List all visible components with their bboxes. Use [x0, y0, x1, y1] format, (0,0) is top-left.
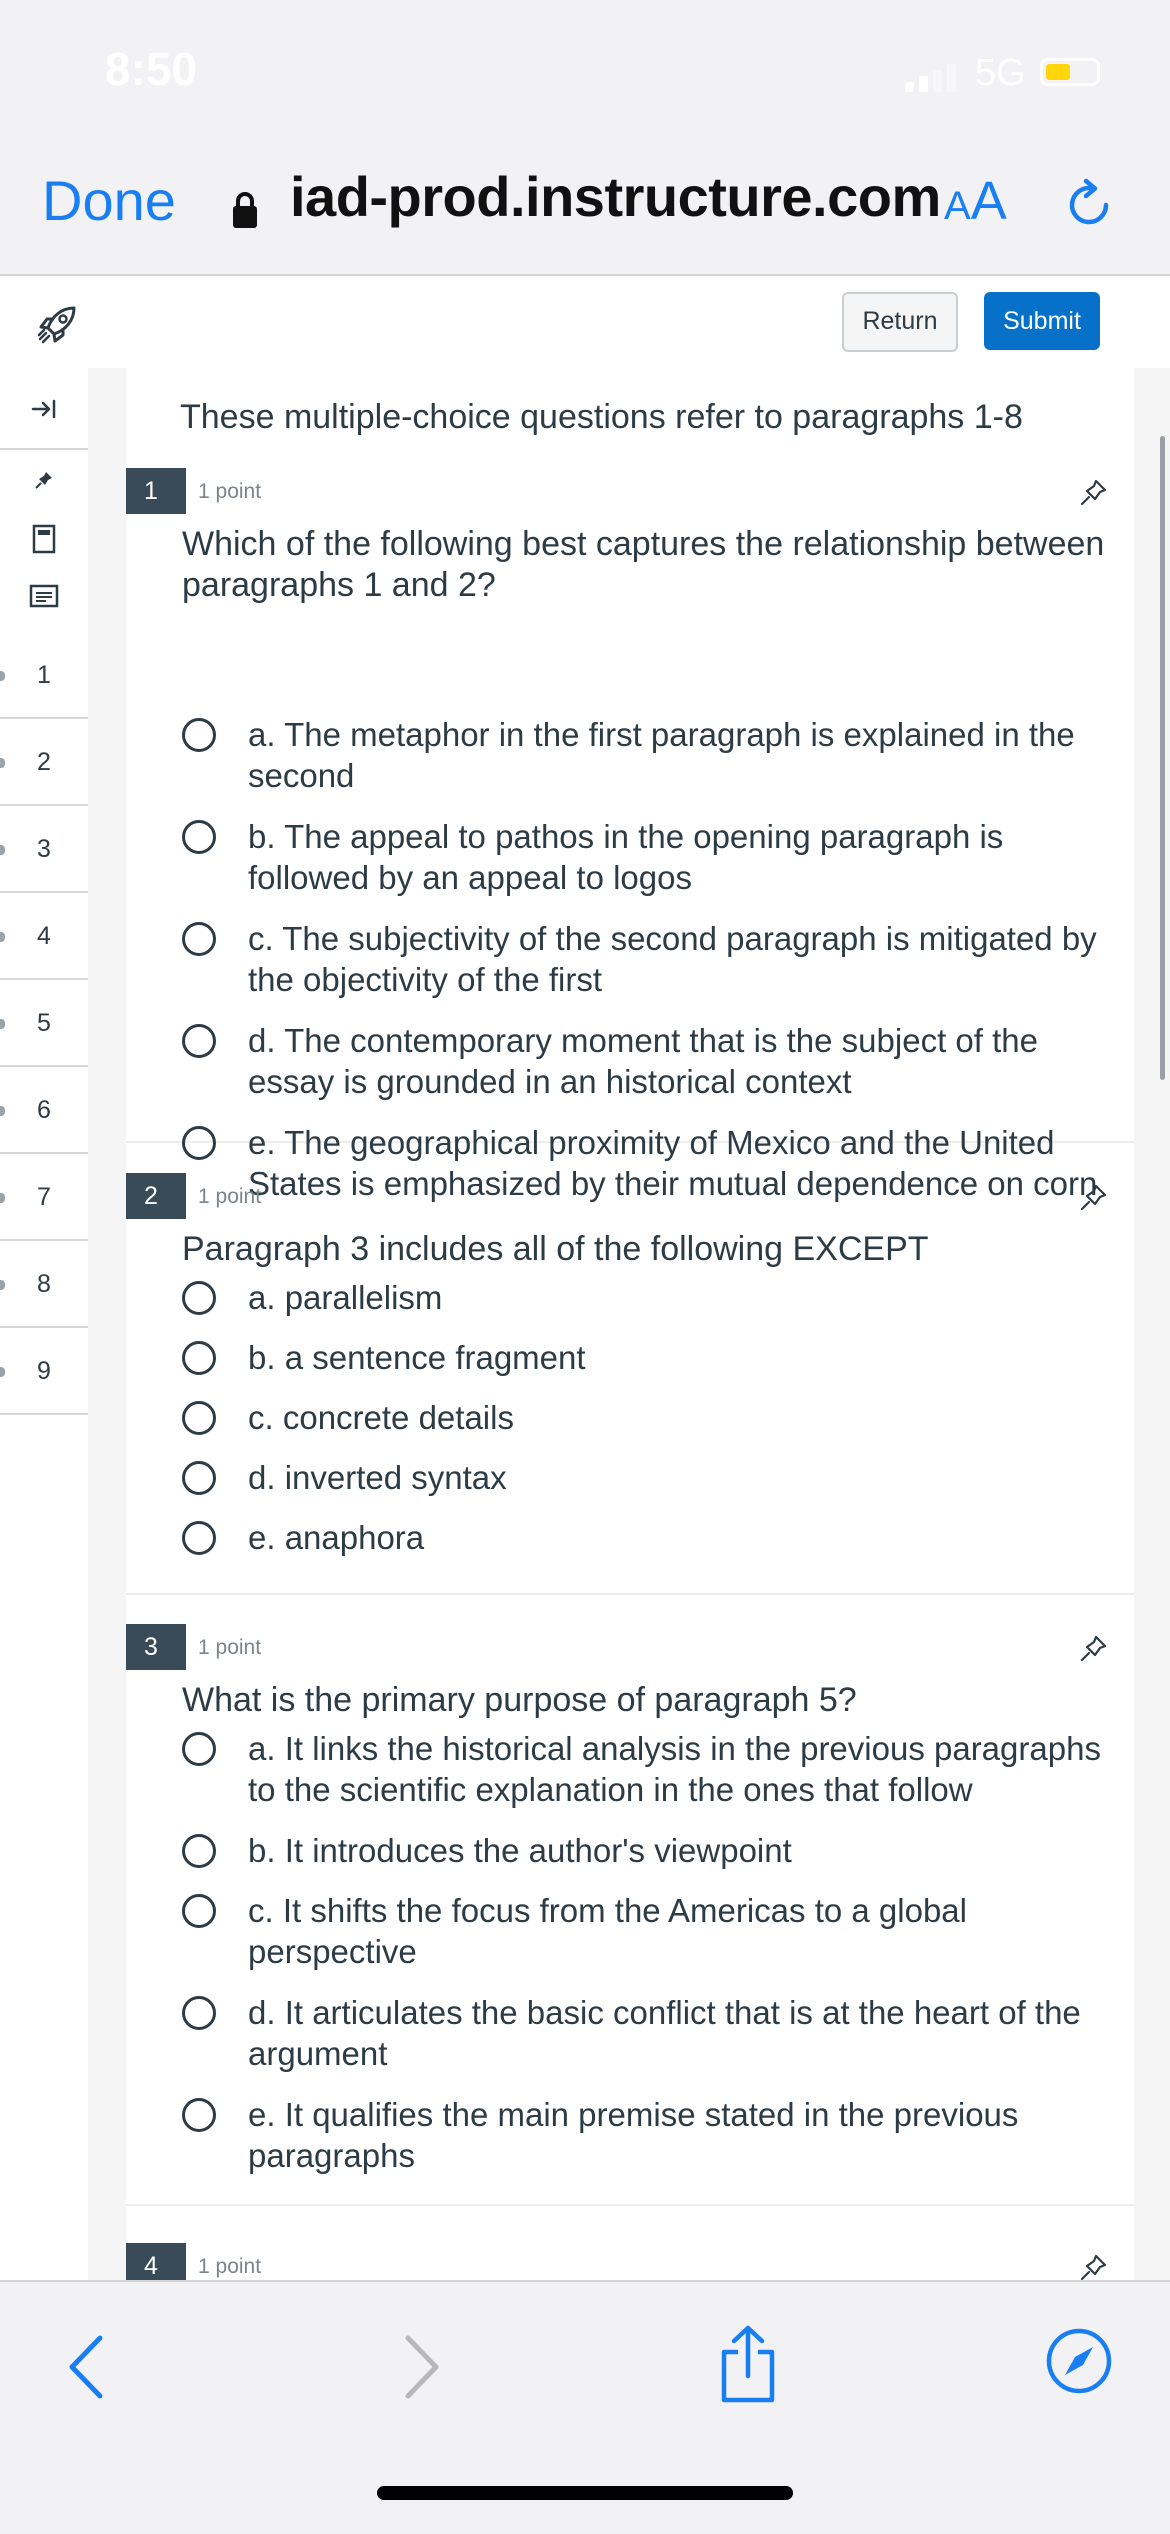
answer-option-label: b. The appeal to pathos in the opening paragraph is followed by an appeal to logos — [248, 818, 1004, 896]
url-field[interactable]: iad-prod.instructure.com — [290, 165, 941, 228]
sidebar-question-number: 3 — [37, 835, 51, 863]
answer-radio[interactable] — [182, 1996, 216, 2030]
answer-option-label: b. a sentence fragment — [248, 1339, 586, 1376]
question-number-badge: 2 — [126, 1173, 186, 1219]
answer-option-label: d. The contemporary moment that is the subject of the essay is grounded in an historical context — [248, 1022, 1038, 1100]
rocket-icon[interactable] — [36, 304, 78, 346]
question-prompt: Paragraph 3 includes all of the following EXCEPT — [182, 1230, 929, 1268]
sidebar-question-item[interactable] — [0, 632, 88, 719]
notes-button[interactable] — [0, 570, 88, 620]
answer-radio[interactable] — [182, 922, 216, 956]
question-points: 1 point — [198, 2255, 262, 2278]
unanswered-indicator — [0, 1019, 5, 1029]
answer-radio[interactable] — [182, 1024, 216, 1058]
answer-option-label: d. inverted syntax — [248, 1459, 507, 1496]
sidebar-question-item[interactable] — [0, 1154, 88, 1241]
sidebar-question-item[interactable] — [0, 980, 88, 1067]
unanswered-indicator — [0, 1367, 5, 1377]
pin-filled-icon — [34, 470, 54, 490]
answer-option-label: e. anaphora — [248, 1519, 425, 1556]
answer-option-label: a. It links the historical analysis in the previous paragraphs to the scientific explanation in the ones that follow — [248, 1730, 1101, 1808]
calculator-button[interactable] — [0, 514, 88, 564]
done-button[interactable]: Done — [42, 169, 176, 232]
lock-icon — [232, 190, 258, 230]
answer-option-label: a. parallelism — [248, 1279, 443, 1316]
reload-icon[interactable] — [1062, 178, 1116, 232]
unanswered-indicator — [0, 1193, 5, 1203]
pin-icon[interactable] — [1078, 2253, 1108, 2280]
unanswered-indicator — [0, 932, 5, 942]
text-size-small-label: A — [944, 184, 971, 228]
question-points: 1 point — [198, 480, 262, 503]
question-block — [126, 1624, 1134, 2206]
sidebar-question-number: 5 — [37, 1009, 51, 1037]
unanswered-indicator — [0, 1280, 5, 1290]
answer-option-label: c. It shifts the focus from the Americas to a global perspective — [248, 1892, 967, 1970]
answer-radio[interactable] — [182, 1341, 216, 1375]
question-number-badge: 1 — [126, 468, 186, 514]
answer-radio[interactable] — [182, 2098, 216, 2132]
sidebar-question-number: 8 — [37, 1270, 51, 1298]
pin-icon[interactable] — [1078, 1183, 1108, 1213]
answer-radio[interactable] — [182, 718, 216, 752]
question-prompt: Which of the following best captures the relationship between paragraphs 1 and 2? — [182, 525, 1105, 604]
sidebar-question-item[interactable] — [0, 719, 88, 806]
browser-toolbar — [0, 140, 1170, 276]
scrollbar[interactable] — [1160, 436, 1165, 1080]
network-label: 5G — [975, 52, 1026, 94]
question-sidebar — [0, 368, 90, 2280]
status-bar — [0, 0, 1170, 140]
quiz-intro: These multiple-choice questions refer to paragraphs 1-8 — [180, 398, 1023, 436]
sidebar-question-item[interactable] — [0, 1241, 88, 1328]
answer-radio[interactable] — [182, 1732, 216, 1766]
sidebar-question-number: 9 — [37, 1357, 51, 1385]
signal-icon — [905, 64, 961, 92]
answer-radio[interactable] — [182, 1281, 216, 1315]
answer-option-label: d. It articulates the basic conflict that is at the heart of the argument — [248, 1994, 1081, 2072]
text-size-large-label: A — [970, 171, 1007, 231]
unanswered-indicator — [0, 845, 5, 855]
text-size-button[interactable] — [944, 170, 1007, 232]
battery-icon — [1040, 58, 1100, 86]
answer-option-label: c. The subjectivity of the second paragraph is mitigated by the objectivity of the first — [248, 920, 1097, 998]
sidebar-question-number: 1 — [37, 661, 51, 689]
answer-option-label: a. The metaphor in the first paragraph is explained in the second — [248, 716, 1075, 794]
answer-option-label: b. It introduces the author's viewpoint — [248, 1832, 792, 1869]
answer-radio[interactable] — [182, 1834, 216, 1868]
question-prompt: What is the primary purpose of paragraph 5? — [182, 1681, 857, 1719]
return-button[interactable]: Return — [842, 292, 958, 352]
sidebar-question-item[interactable] — [0, 1067, 88, 1154]
sidebar-question-item[interactable] — [0, 806, 88, 893]
quiz-content — [126, 368, 1134, 2280]
sidebar-question-number: 7 — [37, 1183, 51, 1211]
answer-radio[interactable] — [182, 1894, 216, 1928]
back-icon[interactable] — [66, 2334, 106, 2400]
status-time: 8:50 — [105, 43, 198, 95]
answer-option-label: e. It qualifies the main premise stated in the previous paragraphs — [248, 2096, 1019, 2174]
answer-option-label: c. concrete details — [248, 1399, 514, 1436]
question-points: 1 point — [198, 1636, 262, 1659]
answer-radio[interactable] — [182, 1126, 216, 1160]
sidebar-question-number: 6 — [37, 1096, 51, 1124]
compass-icon[interactable] — [1044, 2326, 1114, 2396]
pinned-filter-button[interactable] — [0, 450, 88, 500]
home-indicator — [377, 2486, 793, 2500]
quiz-header — [0, 276, 1170, 370]
question-number-badge: 4 — [126, 2243, 186, 2280]
unanswered-indicator — [0, 1106, 5, 1116]
sidebar-question-item[interactable] — [0, 1328, 88, 1415]
unanswered-indicator — [0, 758, 5, 768]
content-margin-left — [88, 368, 126, 2280]
question-block — [126, 1173, 1134, 1595]
share-icon[interactable] — [716, 2324, 780, 2404]
collapse-arrow-icon — [31, 398, 57, 420]
unanswered-indicator — [0, 671, 5, 681]
question-block — [126, 2243, 1134, 2280]
pin-icon[interactable] — [1078, 1634, 1108, 1664]
sidebar-question-number: 4 — [37, 922, 51, 950]
answer-radio[interactable] — [182, 1401, 216, 1435]
answer-option-label: e. The geographical proximity of Mexico and the United States is emphasized by their mutual dependence on corn — [248, 1124, 1098, 1202]
notes-icon — [29, 584, 59, 608]
collapse-sidebar-button[interactable] — [0, 368, 88, 450]
submit-button[interactable]: Submit — [984, 292, 1100, 350]
question-points: 1 point — [198, 1185, 262, 1208]
question-number-badge: 3 — [126, 1624, 186, 1670]
sidebar-question-item[interactable] — [0, 893, 88, 980]
sidebar-question-number: 2 — [37, 748, 51, 776]
answer-radio[interactable] — [182, 1521, 216, 1555]
question-block — [126, 468, 1134, 1202]
pin-icon[interactable] — [1078, 478, 1108, 508]
calculator-icon — [32, 524, 56, 554]
forward-icon[interactable] — [402, 2334, 442, 2400]
answer-radio[interactable] — [182, 1461, 216, 1495]
answer-radio[interactable] — [182, 820, 216, 854]
